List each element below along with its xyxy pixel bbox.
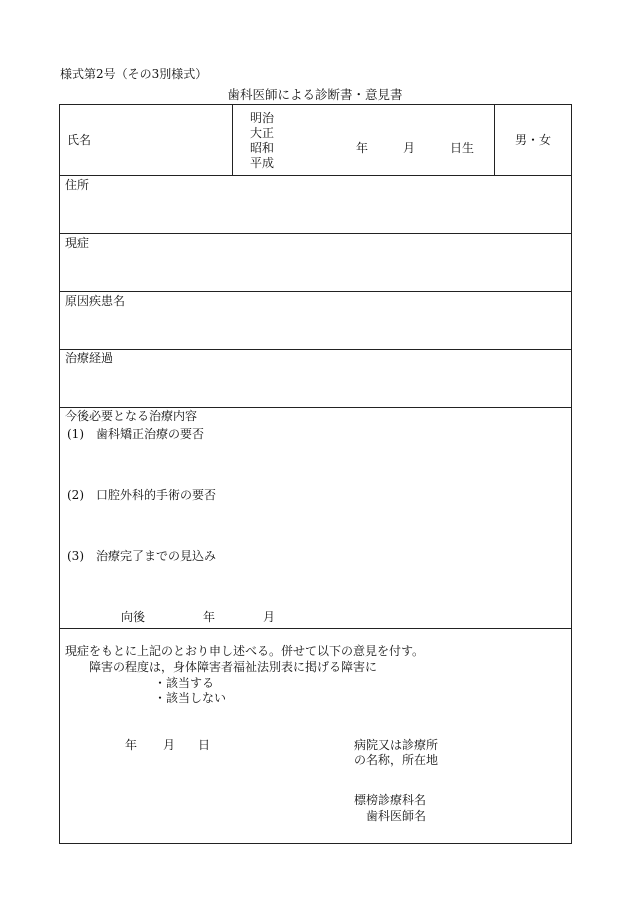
hospital-name-label: 病院又は診療所 xyxy=(354,738,439,752)
divider-birth-sex xyxy=(494,105,495,175)
date-day-label: 日 xyxy=(198,738,211,752)
option-applicable: ・該当する xyxy=(154,676,215,690)
era-taisho: 大正 xyxy=(250,126,275,140)
department-label: 標榜診療科名 xyxy=(354,793,427,807)
hospital-address-label: の名称，所在地 xyxy=(354,753,439,767)
option-not-applicable: ・該当しない xyxy=(154,691,227,705)
item3-text: 治療完了までの見込み xyxy=(96,549,217,563)
treatment-history-label: 治療経過 xyxy=(65,351,114,365)
form-table xyxy=(59,104,572,844)
birth-day-label: 日生 xyxy=(450,141,475,155)
item1-text: 歯科矯正治療の要否 xyxy=(96,427,205,441)
divider-row-future xyxy=(60,407,571,408)
dentist-name-label: 歯科医師名 xyxy=(366,809,427,823)
divider-row-condition xyxy=(60,233,571,234)
disability-degree-text: 障害の程度は，身体障害者福祉法別表に掲げる障害に xyxy=(89,660,378,674)
current-condition-label: 現症 xyxy=(65,236,90,250)
divider-row-address xyxy=(60,175,571,176)
divider-name-birth xyxy=(232,105,233,175)
era-showa: 昭和 xyxy=(250,141,275,155)
address-label: 住所 xyxy=(65,178,90,192)
outlook-month-label: 月 xyxy=(263,610,276,624)
era-heisei: 平成 xyxy=(250,156,275,170)
item3-number: (3) xyxy=(67,549,84,563)
item2-text: 口腔外科的手術の要否 xyxy=(96,488,217,502)
divider-row-opinion xyxy=(60,628,571,629)
sex-label: 男・女 xyxy=(515,133,552,147)
opinion-statement: 現症をもとに上記のとおり申し述べる。併せて以下の意見を付す。 xyxy=(65,644,425,658)
birth-year-label: 年 xyxy=(356,141,369,155)
document-title: 歯科医師による診断書・意見書 xyxy=(227,87,403,102)
era-meiji: 明治 xyxy=(250,111,275,125)
item1-number: (1) xyxy=(67,427,84,441)
future-treatment-heading: 今後必要となる治療内容 xyxy=(65,409,198,423)
birth-month-label: 月 xyxy=(403,141,416,155)
name-label: 氏名 xyxy=(67,133,92,147)
form-number: 様式第2号（その3別様式） xyxy=(60,67,208,81)
divider-row-history xyxy=(60,349,571,350)
outlook-prefix: 向後 xyxy=(121,610,146,624)
divider-row-cause xyxy=(60,291,571,292)
outlook-year-label: 年 xyxy=(203,610,216,624)
cause-disease-label: 原因疾患名 xyxy=(65,294,126,308)
item2-number: (2) xyxy=(67,488,84,502)
date-year-label: 年 xyxy=(125,738,138,752)
date-month-label: 月 xyxy=(163,738,176,752)
